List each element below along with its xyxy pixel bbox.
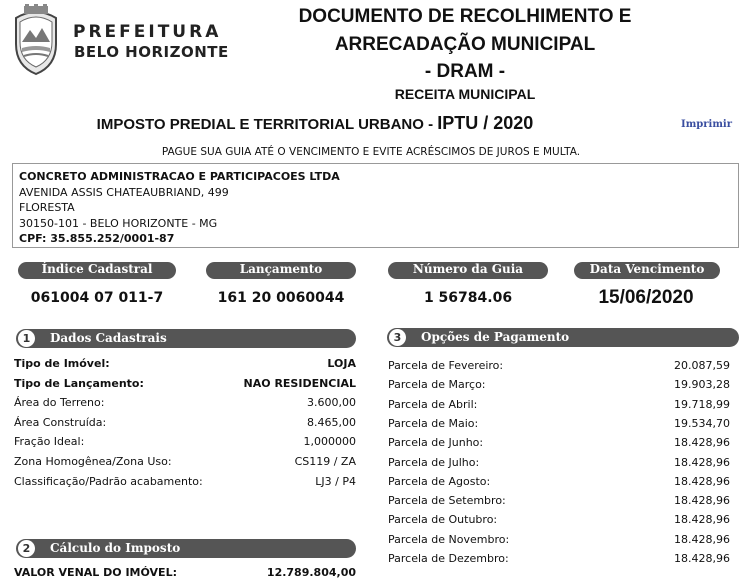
item-value: 18.428,96	[674, 455, 730, 469]
item-label: Parcela de Julho:	[388, 455, 480, 469]
taxpayer-name: CONCRETO ADMINISTRACAO E PARTICIPACOES LTDA	[19, 170, 340, 183]
tax-code: IPTU / 2020	[437, 113, 534, 133]
valor-venal-label: VALOR VENAL DO IMÓVEL:	[14, 566, 177, 579]
item-value: 18.428,96	[674, 436, 730, 450]
list-item	[14, 396, 356, 411]
item-label: Zona Homogênea/Zona Uso:	[14, 455, 172, 468]
item-value: 18.428,96	[674, 532, 730, 546]
item-value: 3.600,00	[307, 396, 356, 410]
item-label: Tipo de Imóvel:	[14, 357, 110, 370]
item-value: 20.087,59	[674, 359, 730, 372]
item-value: LOJA	[327, 357, 356, 370]
taxpayer-zip-city: 30150-101 - BELO HORIZONTE - MG	[19, 216, 218, 230]
item-label: Parcela de Abril:	[388, 397, 478, 411]
indice-cadastral-label: Índice Cadastral	[18, 262, 176, 279]
section-dados-cadastrais	[16, 329, 356, 348]
doc-title-line1: DOCUMENTO DE RECOLHIMENTO E	[298, 6, 632, 27]
print-link[interactable]: Imprimir	[681, 119, 732, 130]
item-label: Parcela de Outubro:	[388, 513, 498, 527]
item-value: 19.903,28	[674, 378, 730, 392]
payment-notice: PAGUE SUA GUIA ATÉ O VENCIMENTO E EVITE ACRÉSCIMOS DE JUROS E MULTA.	[161, 146, 581, 158]
section-title: Dados Cadastrais	[50, 331, 167, 345]
list-item	[388, 398, 730, 413]
list-item	[388, 513, 730, 528]
item-label: Parcela de Junho:	[388, 436, 484, 450]
data-vencimento-value: 15/06/2020	[598, 287, 694, 308]
brand-prefeitura: PREFEITURA	[73, 22, 222, 42]
item-value: 1,000000	[303, 435, 356, 449]
valor-venal-value: 12.789.804,00	[266, 566, 356, 579]
taxpayer-street: AVENIDA ASSIS CHATEAUBRIAND, 499	[19, 185, 229, 199]
item-label: Parcela de Novembro:	[388, 532, 510, 546]
item-label: Parcela de Setembro:	[388, 494, 506, 508]
list-item	[388, 475, 730, 490]
item-label: Fração Ideal:	[14, 435, 85, 449]
doc-title-line2: ARRECADAÇÃO MUNICIPAL	[334, 34, 596, 55]
taxpayer-district: FLORESTA	[19, 201, 75, 215]
item-label: Área Construída:	[14, 415, 107, 429]
list-item	[388, 378, 730, 393]
list-item	[388, 533, 730, 548]
taxpayer-box	[12, 163, 739, 248]
item-value: 19.534,70	[674, 416, 730, 430]
lancamento-value: 161 20 0060044	[217, 290, 345, 306]
item-value: 18.428,96	[674, 513, 730, 527]
lancamento-label: Lançamento	[206, 262, 356, 279]
list-item	[14, 357, 356, 372]
numero-guia-value: 1 56784.06	[423, 290, 513, 306]
item-label: Parcela de Maio:	[388, 416, 479, 430]
item-label: Classificação/Padrão acabamento:	[14, 474, 203, 488]
section-title: Opções de Pagamento	[421, 330, 570, 344]
taxpayer-cpf: CPF: 35.855.252/0001-87	[19, 232, 175, 246]
list-item	[388, 436, 730, 451]
section-number: 2	[18, 540, 35, 557]
list-item	[14, 377, 356, 392]
list-item	[388, 359, 730, 374]
item-label: Parcela de Fevereiro:	[388, 359, 504, 372]
brand-city: BELO HORIZONTE	[74, 43, 229, 61]
numero-guia-label: Número da Guia	[388, 262, 548, 279]
section-number: 3	[389, 329, 406, 346]
item-value: CS119 / ZA	[294, 455, 356, 468]
indice-cadastral-value: 061004 07 011-7	[30, 290, 164, 306]
item-label: Parcela de Agosto:	[388, 474, 491, 488]
list-item	[388, 456, 730, 471]
item-value: 18.428,96	[674, 494, 730, 508]
list-item	[14, 455, 356, 470]
item-value: NAO RESIDENCIAL	[243, 376, 356, 390]
list-item	[14, 475, 356, 490]
list-item	[388, 552, 730, 567]
revenue-label: RECEITA MUNICIPAL	[394, 86, 536, 102]
section-number: 1	[18, 330, 35, 347]
data-vencimento-label: Data Vencimento	[574, 262, 720, 279]
item-label: Tipo de Lançamento:	[14, 376, 144, 390]
valor-venal-row	[14, 566, 356, 581]
item-value: LJ3 / P4	[315, 474, 356, 488]
section-opcoes-pagamento	[387, 328, 739, 347]
item-value: 18.428,96	[674, 474, 730, 488]
item-label: Parcela de Março:	[388, 378, 486, 392]
doc-title-line3: - DRAM -	[424, 61, 506, 82]
item-value: 19.718,99	[674, 397, 730, 411]
list-item	[388, 417, 730, 432]
tax-title: IMPOSTO PREDIAL E TERRITORIAL URBANO - IPTU / 2020	[96, 113, 534, 133]
section-title: Cálculo do Imposto	[50, 541, 181, 555]
list-item	[14, 416, 356, 431]
list-item	[14, 435, 356, 450]
city-coat-of-arms-logo	[10, 4, 62, 76]
section-calculo-imposto	[16, 539, 356, 558]
item-label: Parcela de Dezembro:	[388, 552, 509, 565]
item-label: Área do Terreno:	[14, 396, 105, 410]
item-value: 18.428,96	[674, 552, 730, 565]
item-value: 8.465,00	[307, 415, 356, 429]
list-item	[388, 494, 730, 509]
